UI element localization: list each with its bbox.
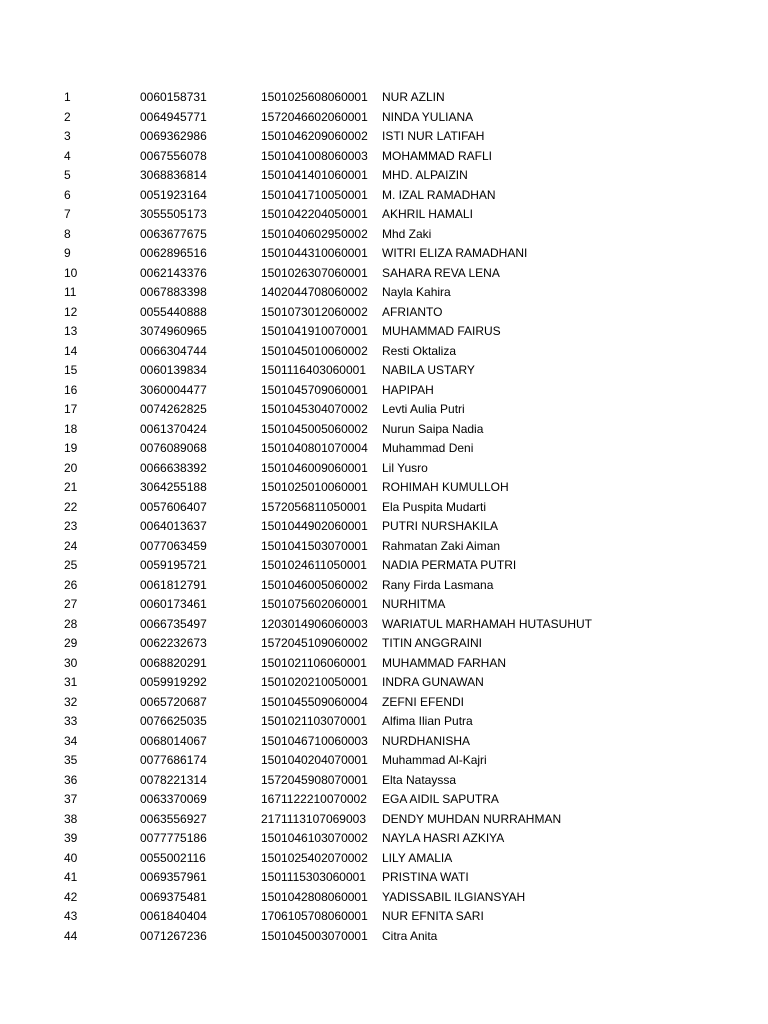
table-row: [0, 322, 768, 342]
row-number: 30: [64, 655, 78, 670]
student-nisn: 0068014067: [140, 733, 207, 748]
table-row: [0, 361, 768, 381]
student-name: WARIATUL MARHAMAH HUTASUHUT: [382, 616, 592, 631]
table-row: [0, 595, 768, 615]
student-nik: 1501046103070002: [261, 831, 368, 845]
student-nik: 1501045709060001: [261, 382, 368, 397]
row-number: 1: [64, 90, 71, 104]
student-nik: 1501041008060003: [261, 148, 368, 163]
row-number: 23: [64, 519, 78, 533]
student-nisn: 0057606407: [140, 499, 207, 514]
row-number: 10: [64, 265, 78, 280]
student-nik: 1501042808060001: [261, 889, 368, 904]
row-number: 34: [64, 733, 78, 748]
student-nisn: 3060004477: [140, 382, 207, 397]
student-nik: 1501041710050001: [261, 187, 368, 202]
student-name: YADISSABIL ILGIANSYAH: [382, 889, 526, 904]
student-name: MUHAMMAD FARHAN: [382, 655, 507, 670]
table-row: [0, 127, 768, 147]
table-row: [0, 537, 768, 557]
row-number: 29: [64, 636, 78, 650]
student-nisn: 0064945771: [140, 109, 207, 124]
table-row: [0, 790, 768, 810]
row-number: 5: [64, 168, 71, 182]
student-name: NADIA PERMATA PUTRI: [382, 558, 517, 572]
student-nik: 1501046209060002: [261, 129, 368, 143]
student-name: Mhd Zaki: [382, 226, 432, 241]
row-number: 17: [64, 402, 78, 416]
row-number: 20: [64, 460, 78, 475]
row-number: 7: [64, 207, 71, 221]
row-number: 41: [64, 870, 78, 884]
student-nisn: 0061812791: [140, 577, 207, 592]
student-name: Nurun Saipa Nadia: [382, 421, 484, 436]
row-number: 8: [64, 226, 71, 241]
student-name: PUTRI NURSHAKILA: [382, 519, 499, 533]
student-nik: 1501041401060001: [261, 168, 368, 182]
student-nisn: 0077063459: [140, 538, 207, 553]
row-number: 2: [64, 109, 71, 124]
row-number: 38: [64, 811, 78, 826]
table-row: [0, 283, 768, 303]
student-name: Rahmatan Zaki Aiman: [382, 538, 501, 553]
student-name: NURDHANISHA: [382, 733, 471, 748]
student-nisn: 0062143376: [140, 265, 207, 280]
row-number: 28: [64, 616, 78, 631]
student-nik: 1501040801070004: [261, 441, 368, 455]
table-row: [0, 712, 768, 732]
row-number: 40: [64, 850, 78, 865]
row-number: 21: [64, 480, 78, 494]
student-nik: 1501025010060001: [261, 480, 368, 494]
student-name: Levti Aulia Putri: [382, 402, 465, 416]
row-number: 6: [64, 187, 71, 202]
student-nisn: 0051923164: [140, 187, 207, 202]
student-nisn: 0078221314: [140, 772, 207, 787]
student-name: Citra Anita: [382, 928, 438, 943]
row-number: 25: [64, 558, 78, 572]
row-number: 27: [64, 597, 78, 611]
student-nisn: 0063370069: [140, 792, 207, 806]
table-row: [0, 888, 768, 908]
student-nisn: 0077686174: [140, 753, 207, 767]
table-row: [0, 654, 768, 674]
student-name: Alfima Ilian Putra: [382, 714, 473, 728]
student-nisn: 0065720687: [140, 694, 207, 709]
student-nik: 1572056811050001: [261, 499, 367, 514]
student-list-sheet: [0, 88, 768, 946]
student-nik: 1501040602950002: [261, 226, 368, 241]
student-name: AKHRIL HAMALI: [382, 207, 473, 221]
table-row: [0, 88, 768, 108]
row-number: 32: [64, 694, 78, 709]
student-nik: 1501073012060002: [261, 304, 368, 319]
row-number: 12: [64, 304, 78, 319]
row-number: 43: [64, 909, 78, 923]
student-name: INDRA GUNAWAN: [382, 675, 484, 689]
table-row: [0, 615, 768, 635]
row-number: 24: [64, 538, 78, 553]
table-row: [0, 439, 768, 459]
student-nik: 1572045109060002: [261, 636, 368, 650]
row-number: 15: [64, 363, 78, 377]
student-nik: 1572045908070001: [261, 772, 368, 787]
student-nisn: 3064255188: [140, 480, 207, 494]
student-name: NINDA YULIANA: [382, 109, 474, 124]
student-nisn: 3068836814: [140, 168, 207, 182]
student-name: LILY AMALIA: [382, 850, 453, 865]
table-row: [0, 225, 768, 245]
student-nik: 1501040204070001: [261, 753, 368, 767]
student-nik: 1501046009060001: [261, 460, 368, 475]
student-nisn: 0067556078: [140, 148, 207, 163]
table-row: [0, 771, 768, 791]
table-row: [0, 849, 768, 869]
student-nisn: 0077775186: [140, 831, 207, 845]
table-row: [0, 186, 768, 206]
student-nik: 1501045509060004: [261, 694, 368, 709]
student-name: Muhammad Deni: [382, 441, 474, 455]
table-row: [0, 420, 768, 440]
student-nisn: 0061370424: [140, 421, 207, 436]
student-name: AFRIANTO: [382, 304, 443, 319]
row-number: 42: [64, 889, 78, 904]
table-row: [0, 556, 768, 576]
student-name: SAHARA REVA LENA: [382, 265, 500, 280]
table-row: [0, 576, 768, 596]
table-row: [0, 342, 768, 362]
student-nik: 1501044902060001: [261, 519, 368, 533]
student-nisn: 0055002116: [140, 850, 206, 865]
table-row: [0, 693, 768, 713]
table-row: [0, 205, 768, 225]
table-row: [0, 810, 768, 830]
table-row: [0, 264, 768, 284]
row-number: 3: [64, 129, 71, 143]
student-name: Nayla Kahira: [382, 285, 451, 299]
table-row: [0, 732, 768, 752]
row-number: 36: [64, 772, 78, 787]
student-nisn: 0062896516: [140, 246, 207, 260]
student-nisn: 0071267236: [140, 928, 207, 943]
table-row: [0, 381, 768, 401]
student-nik: 1501046710060003: [261, 733, 368, 748]
student-name: NAYLA HASRI AZKIYA: [382, 831, 505, 845]
student-name: DENDY MUHDAN NURRAHMAN: [382, 811, 562, 826]
row-number: 35: [64, 753, 78, 767]
student-nik: 2171113107069003: [261, 811, 366, 826]
student-nisn: 0066304744: [140, 343, 207, 358]
table-row: [0, 517, 768, 537]
student-name: ISTI NUR LATIFAH: [382, 129, 485, 143]
student-nik: 1501024611050001: [261, 558, 367, 572]
student-nisn: 0060158731: [140, 90, 207, 104]
student-nik: 1501025402070002: [261, 850, 368, 865]
table-row: [0, 751, 768, 771]
student-nik: 1501046005060002: [261, 577, 368, 592]
student-name: NUR EFNITA SARI: [382, 909, 484, 923]
student-nik: 1501041910070001: [261, 324, 368, 338]
student-nisn: 0066735497: [140, 616, 207, 631]
row-number: 13: [64, 324, 78, 338]
student-name: ZEFNI EFENDI: [382, 694, 465, 709]
student-nisn: 0074262825: [140, 402, 207, 416]
student-nik: 1501115303060001: [261, 870, 366, 884]
student-nisn: 0068820291: [140, 655, 207, 670]
student-name: MHD. ALPAIZIN: [382, 168, 468, 182]
table-row: [0, 498, 768, 518]
table-row: [0, 303, 768, 323]
row-number: 26: [64, 577, 78, 592]
student-nisn: 3055505173: [140, 207, 207, 221]
student-nisn: 0076625035: [140, 714, 207, 728]
student-nik: 1501045010060002: [261, 343, 368, 358]
table-row: [0, 478, 768, 498]
student-nik: 1501025608060001: [261, 90, 368, 104]
student-name: Ela Puspita Mudarti: [382, 499, 487, 514]
student-nik: 1501042204050001: [261, 207, 368, 221]
student-nik: 1671122210070002: [261, 792, 367, 806]
student-nik: 1501021103070001: [261, 714, 367, 728]
student-name: Muhammad Al-Kajri: [382, 753, 487, 767]
row-number: 37: [64, 792, 78, 806]
student-name: EGA AIDIL SAPUTRA: [382, 792, 499, 806]
row-number: 14: [64, 343, 78, 358]
student-nisn: 0061840404: [140, 909, 207, 923]
row-number: 31: [64, 675, 78, 689]
student-name: MUHAMMAD FAIRUS: [382, 324, 501, 338]
table-row: [0, 927, 768, 947]
student-name: HAPIPAH: [382, 382, 434, 397]
student-name: NUR AZLIN: [382, 90, 445, 104]
student-nik: 1501044310060001: [261, 246, 368, 260]
student-nik: 1501020210050001: [261, 675, 368, 689]
student-nisn: 0059919292: [140, 675, 207, 689]
table-row: [0, 166, 768, 186]
student-nik: 1402044708060002: [261, 285, 368, 299]
student-nisn: 0069375481: [140, 889, 207, 904]
row-number: 44: [64, 928, 78, 943]
table-row: [0, 147, 768, 167]
student-name: NABILA USTARY: [382, 363, 475, 377]
student-nik: 1501021106060001: [261, 655, 367, 670]
student-nisn: 0060173461: [140, 597, 207, 611]
student-name: M. IZAL RAMADHAN: [382, 187, 496, 202]
student-nik: 1203014906060003: [261, 616, 368, 631]
student-nik: 1706105708060001: [261, 909, 368, 923]
row-number: 16: [64, 382, 78, 397]
table-row: [0, 829, 768, 849]
student-nik: 1501045304070002: [261, 402, 368, 416]
student-name: TITIN ANGGRAINI: [382, 636, 483, 650]
student-nik: 1501075602060001: [261, 597, 368, 611]
table-row: [0, 673, 768, 693]
table-row: [0, 244, 768, 264]
student-name: Rany Firda Lasmana: [382, 577, 494, 592]
student-nik: 1501045005060002: [261, 421, 368, 436]
table-row: [0, 634, 768, 654]
table-row: [0, 868, 768, 888]
student-nisn: 0063556927: [140, 811, 207, 826]
student-nik: 1572046602060001: [261, 109, 368, 124]
student-nisn: 0064013637: [140, 519, 207, 533]
student-name: WITRI ELIZA RAMADHANI: [382, 246, 528, 260]
student-nisn: 3074960965: [140, 324, 207, 338]
student-name: Resti Oktaliza: [382, 343, 457, 358]
student-nisn: 0069357961: [140, 870, 207, 884]
row-number: 39: [64, 831, 78, 845]
student-name: Elta Natayssa: [382, 772, 457, 787]
row-number: 9: [64, 246, 71, 260]
table-row: [0, 459, 768, 479]
student-nisn: 0055440888: [140, 304, 207, 319]
student-nisn: 0076089068: [140, 441, 207, 455]
table-row: [0, 108, 768, 128]
student-name: MOHAMMAD RAFLI: [382, 148, 493, 163]
student-nisn: 0063677675: [140, 226, 207, 241]
student-nik: 1501116403060001: [261, 363, 366, 377]
student-nik: 1501026307060001: [261, 265, 368, 280]
student-nisn: 0060139834: [140, 363, 207, 377]
row-number: 4: [64, 148, 71, 163]
table-row: [0, 400, 768, 420]
student-name: ROHIMAH KUMULLOH: [382, 480, 509, 494]
student-nik: 1501041503070001: [261, 538, 368, 553]
row-number: 33: [64, 714, 78, 728]
table-row: [0, 907, 768, 927]
row-number: 11: [64, 285, 77, 299]
row-number: 22: [64, 499, 78, 514]
student-nisn: 0069362986: [140, 129, 207, 143]
row-number: 19: [64, 441, 78, 455]
student-name: PRISTINA WATI: [382, 870, 469, 884]
student-nisn: 0059195721: [140, 558, 207, 572]
student-nisn: 0066638392: [140, 460, 207, 475]
student-nisn: 0062232673: [140, 636, 207, 650]
student-nik: 1501045003070001: [261, 928, 368, 943]
row-number: 18: [64, 421, 78, 436]
student-name: Lil Yusro: [382, 460, 428, 475]
student-name: NURHITMA: [382, 597, 446, 611]
student-nisn: 0067883398: [140, 285, 207, 299]
